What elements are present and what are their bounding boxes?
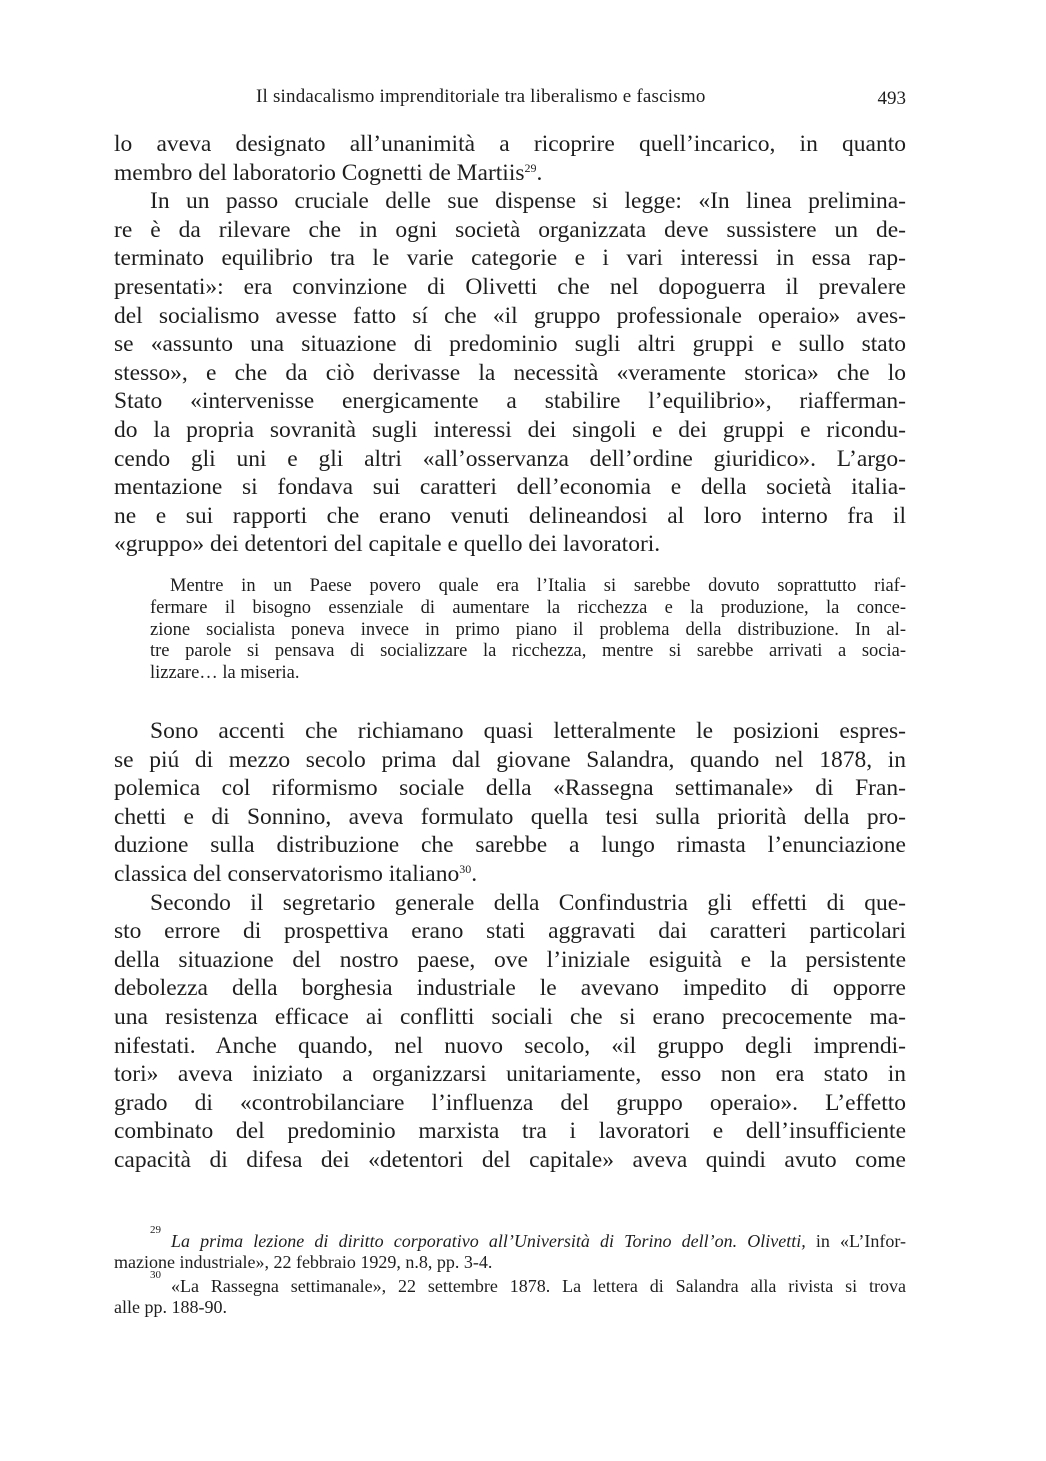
text-line: do la propria sovranità sugli interessi dei singoli e dei gruppi e ricondu- <box>114 416 906 443</box>
text-line: «gruppo» dei detentori del capitale e quello dei lavoratori. <box>114 531 661 558</box>
text-line: stesso», e che da ciò derivasse la necessità «veramente storica» che lo <box>114 359 906 386</box>
text-line: presentati»: era convinzione di Olivetti che nel dopoguerra il prevalere <box>114 273 906 300</box>
text-line: tori» aveva iniziato a organizzarsi unitariamente, esso non era stato in <box>114 1061 906 1088</box>
quote-line: lizzare… la miseria. <box>150 663 300 684</box>
footnote-line: mazione industriale», 22 febbraio 1929, n.8, pp. 3-4. <box>114 1251 493 1272</box>
footnotes <box>114 1224 906 1317</box>
text-line: polemica col riformismo sociale della «Rassegna settimanale» di Fran- <box>114 775 906 802</box>
footnote-line: alle pp. 188-90. <box>114 1296 227 1317</box>
text-line: membro del laboratorio Cognetti de Martiis$^{29}$. <box>114 159 543 186</box>
text-line: grado di «controbilanciare l’influenza del gruppo operaio». L’effetto <box>114 1089 906 1116</box>
quote-line: Mentre in un Paese povero quale era l’Italia si sarebbe dovuto soprattutto riaf- <box>170 576 906 596</box>
text-line: terminato equilibrio tra le varie categorie e i vari interessi in essa rap- <box>114 245 906 272</box>
text-line: chetti e di Sonnino, aveva formulato quella tesi sulla priorità della pro- <box>114 803 906 830</box>
text-line: sto errore di prospettiva erano stati aggravati dai caratteri particolari <box>114 918 906 945</box>
body-text-bottom <box>114 717 906 1175</box>
footnote-number: 29 <box>150 1224 161 1236</box>
quote-line: zione socialista poneva invece in primo piano il problema della distribuzione. In al- <box>150 619 906 640</box>
page-number: 493 <box>877 88 906 109</box>
text-line: se «assunto una situazione di predominio sugli altri gruppi e sullo stato <box>114 331 906 358</box>
block-quote <box>150 576 906 685</box>
text-line: ne e sui rapporti che erano venuti delineandosi al loro interno fra il <box>114 502 906 529</box>
paragraph-start-line: Secondo il segretario generale della Confindustria gli effetti di que- <box>150 889 906 916</box>
paragraph-start-line: In un passo cruciale delle sue dispense si legge: «In linea prelimina- <box>150 188 906 215</box>
footnote-ref-29[interactable]: 29 <box>524 160 537 175</box>
running-head <box>114 84 906 110</box>
text-line: classica del conservatorismo italiano$^{30}$. <box>114 860 478 887</box>
footnote-title: La prima lezione di diritto corporativo all’Università di Torino dell’on. Olivetti, <box>171 1231 806 1251</box>
quote-line: fermare il bisogno essenziale di aumentare la ricchezza e la produzione, la conce- <box>150 597 906 618</box>
paragraph-start-line: Sono accenti che richiamano quasi letteralmente le posizioni espres- <box>150 718 906 744</box>
running-title: Il sindacalismo imprenditoriale tra liberalismo e fascismo <box>256 86 706 107</box>
footnote-number: 30 <box>150 1269 161 1282</box>
text-line: cendo gli uni e gli altri «all’osservanza dell’ordine giuridico». L’argo- <box>114 445 906 472</box>
quote-line: tre parole si pensava di socializzare la ricchezza, mentre si sarebbe arrivati a socia- <box>150 641 906 662</box>
text-line: una resistenza efficace ai conflitti sociali che si erano precocemente ma- <box>114 1003 906 1030</box>
body-text-top <box>114 130 906 559</box>
text-line: re è da rilevare che in ogni società organizzata deve sussistere un de- <box>114 216 906 243</box>
footnote-ref-30[interactable]: 30 <box>459 861 472 876</box>
text-line: della situazione del nostro paese, ove l’iniziale esiguità e la persistente <box>114 946 906 973</box>
text-line: combinato del predominio marxista tra i lavoratori e dell’insufficiente <box>114 1118 906 1145</box>
text-line: se piú di mezzo secolo prima dal giovane Salandra, quando nel 1878, in <box>114 746 906 773</box>
text-line: lo aveva designato all’unanimità a ricoprire quell’incarico, in quanto <box>114 131 906 157</box>
text-line: nifestati. Anche quando, nel nuovo secolo, «il gruppo degli imprendi- <box>114 1032 906 1059</box>
footnote-30: $^{30}$«La Rassegna settimanale», 22 settembre 1878. La lettera di Salandra alla rivista si trova <box>150 1269 906 1297</box>
text-line: Stato «intervenisse energicamente a stabilire l’equilibrio», riafferman- <box>114 388 906 415</box>
text-line: duzione sulla distribuzione che sarebbe a lungo rimasta l’enunciazione <box>114 832 906 859</box>
footnote-29: $^{29}$La prima lezione di diritto corporativo all’Università di Torino dell’on. Olivetti, in «L’Infor- <box>150 1224 906 1251</box>
text-line: mentazione si fondava sui caratteri dell’economia e della società italia- <box>114 474 906 501</box>
text-line: capacità di difesa dei «detentori del capitale» aveva quindi avuto come <box>114 1146 906 1173</box>
text-line: del socialismo avesse fatto sí che «il gruppo professionale operaio» aves- <box>114 302 906 329</box>
text-line: debolezza della borghesia industriale le avevano impedito di opporre <box>114 975 906 1002</box>
